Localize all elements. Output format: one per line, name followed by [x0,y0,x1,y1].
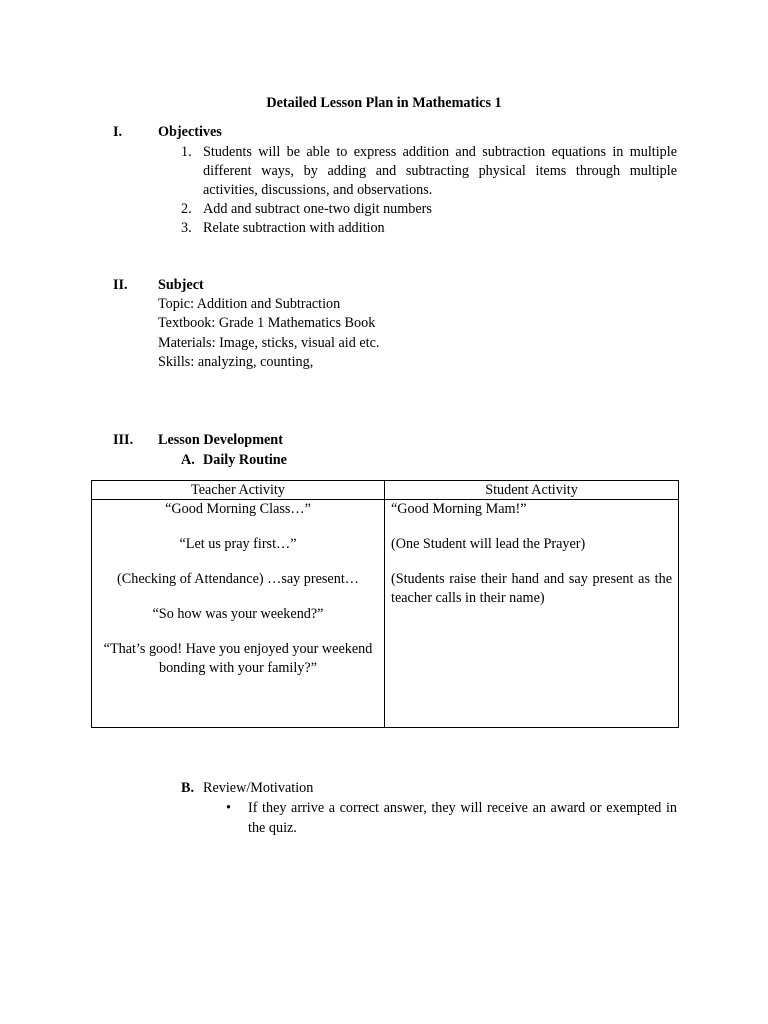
objectives-list [158,143,677,238]
table-row [92,500,679,728]
review-bullet-list [226,798,677,838]
page-title: Detailed Lesson Plan in Mathematics 1 [266,95,502,111]
section-number: I. [113,124,123,140]
item-number: 3. [181,220,192,236]
student-line: “Good Morning Mam!” [391,501,527,517]
table-header-row [92,481,679,500]
subject-textbook: Textbook: Grade 1 Mathematics Book [158,315,376,331]
bullet-item [226,798,677,838]
objective-item [158,200,677,219]
item-text: Relate subtraction with addition [203,220,385,236]
section-title: Subject [158,277,204,293]
teacher-line: “Let us pray first…” [179,536,297,552]
section-number: II. [113,277,128,293]
column-header-student: Student Activity [385,481,679,500]
student-line: (One Student will lead the Prayer) [391,536,586,552]
item-text: Add and subtract one-two digit numbers [203,201,432,217]
subsection-review-motivation [181,779,313,798]
student-line: (Students raise their hand and say present as the teacher calls in their name) [391,571,672,606]
teacher-line: “So how was your weekend?” [152,606,324,622]
student-activity-cell [385,500,679,728]
bullet-icon: • [226,800,231,816]
subject-skills: Skills: analyzing, counting, [158,354,314,370]
bullet-text: If they arrive a correct answer, they will receive an award or exempted in the quiz. [248,800,677,836]
teacher-line: “Good Morning Class…” [165,501,311,517]
column-header-teacher: Teacher Activity [92,481,385,500]
item-text: Students will be able to express addition and subtraction equations in multiple different ways, by adding and subtracting physical items through multiple activities, discussions, and observations. [203,144,677,198]
item-number: 2. [181,201,192,217]
subject-topic: Topic: Addition and Subtraction [158,296,341,312]
section-number: III. [113,432,134,448]
teacher-line: “That’s good! Have you enjoyed your weekend bonding with your family?” [103,641,373,676]
subject-materials: Materials: Image, sticks, visual aid etc. [158,335,380,351]
daily-routine-table [91,480,679,728]
subsection-title: Daily Routine [203,452,287,468]
subsection-title: Review/Motivation [203,780,314,796]
section-title: Lesson Development [158,432,283,448]
subsection-daily-routine [181,451,287,470]
section-title: Objectives [158,124,222,140]
teacher-line: (Checking of Attendance) …say present… [117,571,359,587]
objective-item [158,219,677,238]
teacher-activity-cell [92,500,385,728]
objective-item [158,143,677,200]
subsection-letter: A. [181,452,195,468]
subsection-letter: B. [181,780,195,796]
item-number: 1. [181,144,192,160]
